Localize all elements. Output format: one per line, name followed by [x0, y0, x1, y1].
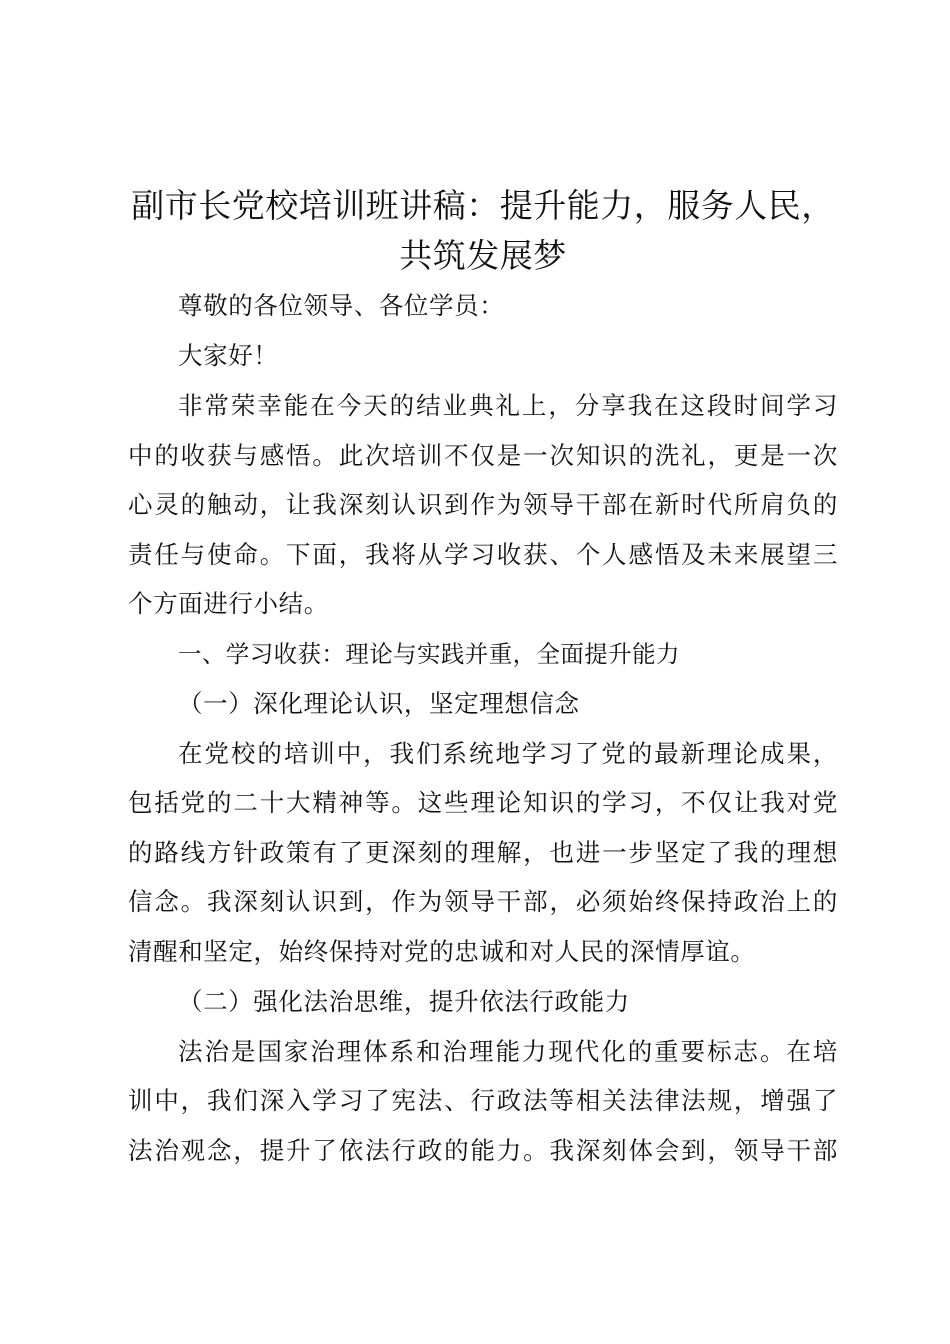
paragraph-line: 信念。我深刻认识到，作为领导干部，必须始终保持政治上的 — [128, 887, 838, 916]
paragraph-line: 训中，我们深入学习了宪法、行政法等相关法律法规，增强了 — [128, 1086, 838, 1115]
paragraph-line: 法治是国家治理体系和治理能力现代化的重要标志。在培 — [178, 1037, 838, 1066]
paragraph-line: 个方面进行小结。 — [128, 589, 329, 618]
paragraph-line: 在党校的培训中，我们系统地学习了党的最新理论成果， — [178, 739, 838, 768]
greeting: 大家好！ — [178, 341, 279, 370]
document-title-line-2: 共筑发展梦 — [399, 236, 567, 275]
paragraph-line: 的路线方针政策有了更深刻的理解，也进一步坚定了我的理想 — [128, 838, 838, 867]
section-heading-1: 一、学习收获：理论与实践并重，全面提升能力 — [178, 640, 680, 668]
paragraph-line: 中的收获与感悟。此次培训不仅是一次知识的洗礼，更是一次 — [128, 441, 838, 470]
paragraph-line: 心灵的触动，让我深刻认识到作为领导干部在新时代所肩负的 — [128, 490, 838, 519]
paragraph-line: 非常荣幸能在今天的结业典礼上，分享我在这段时间学习 — [178, 391, 838, 420]
document-title-line-1: 副市长党校培训班讲稿：提升能力，服务人民， — [131, 186, 835, 225]
paragraph-line: 清醒和坚定，始终保持对党的忠诚和对人民的深情厚谊。 — [128, 937, 756, 966]
subsection-heading-2: （二）强化法治思维，提升依法行政能力 — [178, 987, 630, 1016]
paragraph-line: 责任与使命。下面，我将从学习收获、个人感悟及未来展望三 — [128, 540, 838, 569]
paragraph-line: 法治观念，提升了依法行政的能力。我深刻体会到，领导干部 — [128, 1136, 838, 1165]
paragraph-line: 包括党的二十大精神等。这些理论知识的学习，不仅让我对党 — [128, 788, 838, 817]
subsection-heading-1: （一）深化理论认识，坚定理想信念 — [178, 689, 580, 718]
salutation: 尊敬的各位领导、各位学员： — [178, 291, 505, 320]
